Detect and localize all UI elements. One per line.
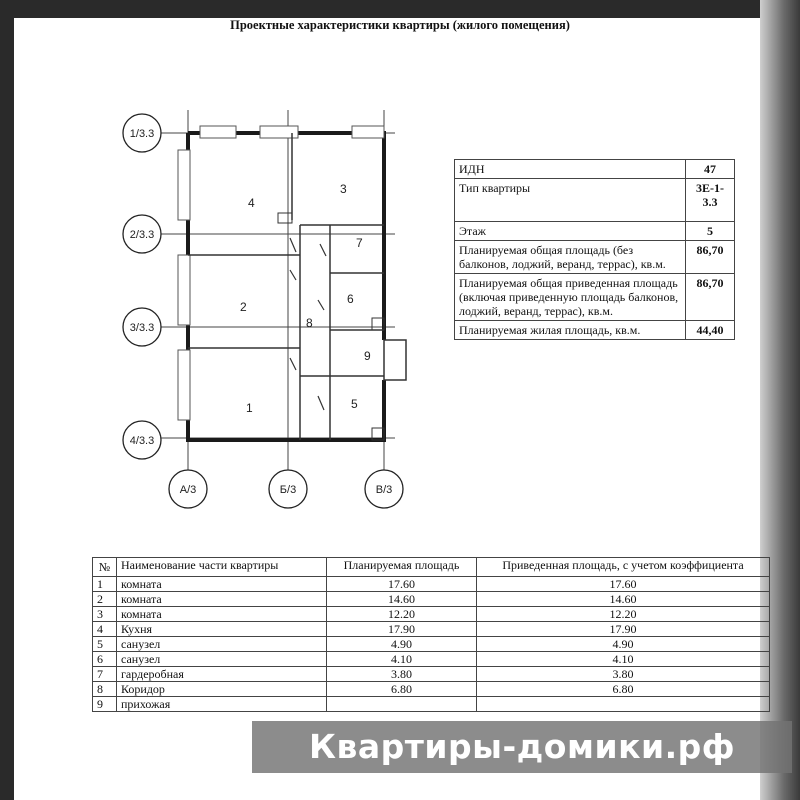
- row-number: 3: [93, 607, 117, 622]
- column-header-area: Планируемая площадь: [327, 558, 477, 577]
- parameter-row: [455, 222, 735, 241]
- row-reduced-area: 14.60: [477, 592, 770, 607]
- parameter-label: Этаж: [455, 222, 686, 241]
- site-watermark: Квартиры-домики.рф: [252, 721, 792, 773]
- row-reduced-area: 6.80: [477, 682, 770, 697]
- room-number-9: 9: [364, 349, 371, 363]
- room-number-5: 5: [351, 397, 358, 411]
- room-number-8: 8: [306, 316, 313, 330]
- table-row: [93, 592, 770, 607]
- row-name: комната: [117, 592, 327, 607]
- parameter-value: 5: [686, 222, 735, 241]
- room-number-7: 7: [356, 236, 363, 250]
- parameter-row: [455, 321, 735, 340]
- row-name: комната: [117, 607, 327, 622]
- row-reduced-area: 12.20: [477, 607, 770, 622]
- rooms-table: [92, 557, 770, 712]
- row-name: санузел: [117, 637, 327, 652]
- parameter-row: [455, 241, 735, 274]
- row-area: 12.20: [327, 607, 477, 622]
- row-number: 7: [93, 667, 117, 682]
- room-number-4: 4: [248, 196, 255, 210]
- axis-label-row-1: 1/3.3: [129, 128, 155, 140]
- room-number-6: 6: [347, 292, 354, 306]
- row-name: санузел: [117, 652, 327, 667]
- axis-label-row-3: 3/3.3: [129, 322, 155, 334]
- row-name: Коридор: [117, 682, 327, 697]
- table-row: [93, 637, 770, 652]
- row-area: 17.60: [327, 577, 477, 592]
- parameters-table: [454, 159, 735, 340]
- row-reduced-area: 17.90: [477, 622, 770, 637]
- parameter-row: [455, 179, 735, 222]
- parameter-label: Тип квартиры: [455, 179, 686, 222]
- row-area: 17.90: [327, 622, 477, 637]
- column-header-number: №: [93, 558, 117, 577]
- table-row: [93, 622, 770, 637]
- row-number: 6: [93, 652, 117, 667]
- axis-label-col-3: В/3: [375, 484, 393, 496]
- row-name: Кухня: [117, 622, 327, 637]
- parameter-label: Планируемая общая площадь (без балконов, лоджий, веранд, террас), кв.м.: [455, 241, 686, 274]
- parameter-row: [455, 274, 735, 321]
- parameter-value: 44,40: [686, 321, 735, 340]
- row-number: 5: [93, 637, 117, 652]
- table-row: [93, 697, 770, 712]
- row-area: 3.80: [327, 667, 477, 682]
- row-number: 8: [93, 682, 117, 697]
- table-row: [93, 682, 770, 697]
- room-number-3: 3: [340, 182, 347, 196]
- row-number: 1: [93, 577, 117, 592]
- parameter-value: 3Е-1-3.3: [686, 179, 735, 222]
- parameter-label: Планируемая общая приведенная площадь (включая приведенную площадь балконов, лоджий, веранд, террас), кв.м.: [455, 274, 686, 321]
- parameter-value: 86,70: [686, 274, 735, 321]
- row-name: прихожая: [117, 697, 327, 712]
- parameter-label: ИДН: [455, 160, 686, 179]
- axis-label-col-2: Б/3: [279, 484, 297, 496]
- row-reduced-area: 4.90: [477, 637, 770, 652]
- axis-label-row-4: 4/3.3: [129, 435, 155, 447]
- table-header-row: [93, 558, 770, 577]
- row-number: 4: [93, 622, 117, 637]
- table-row: [93, 577, 770, 592]
- column-header-reduced-area: Приведенная площадь, с учетом коэффициента: [477, 558, 770, 577]
- parameter-value: 86,70: [686, 241, 735, 274]
- parameter-label: Планируемая жилая площадь, кв.м.: [455, 321, 686, 340]
- row-area: 14.60: [327, 592, 477, 607]
- row-reduced-area: 3.80: [477, 667, 770, 682]
- row-reduced-area: 4.10: [477, 652, 770, 667]
- row-area: [327, 697, 477, 712]
- row-name: комната: [117, 577, 327, 592]
- row-number: 2: [93, 592, 117, 607]
- row-reduced-area: 17.60: [477, 577, 770, 592]
- room-number-1: 1: [246, 401, 253, 415]
- row-number: 9: [93, 697, 117, 712]
- floor-plan: [110, 100, 420, 510]
- document-title: Проектные характеристики квартиры (жилого помещения): [230, 18, 570, 32]
- room-number-2: 2: [240, 300, 247, 314]
- table-row: [93, 667, 770, 682]
- row-area: 4.90: [327, 637, 477, 652]
- table-row: [93, 607, 770, 622]
- column-header-name: Наименование части квартиры: [117, 558, 327, 577]
- axis-label-row-2: 2/3.3: [129, 229, 155, 241]
- row-area: 6.80: [327, 682, 477, 697]
- parameter-row: [455, 160, 735, 179]
- row-reduced-area: [477, 697, 770, 712]
- parameter-value: 47: [686, 160, 735, 179]
- row-area: 4.10: [327, 652, 477, 667]
- table-row: [93, 652, 770, 667]
- row-name: гардеробная: [117, 667, 327, 682]
- axis-label-col-1: А/3: [179, 484, 197, 496]
